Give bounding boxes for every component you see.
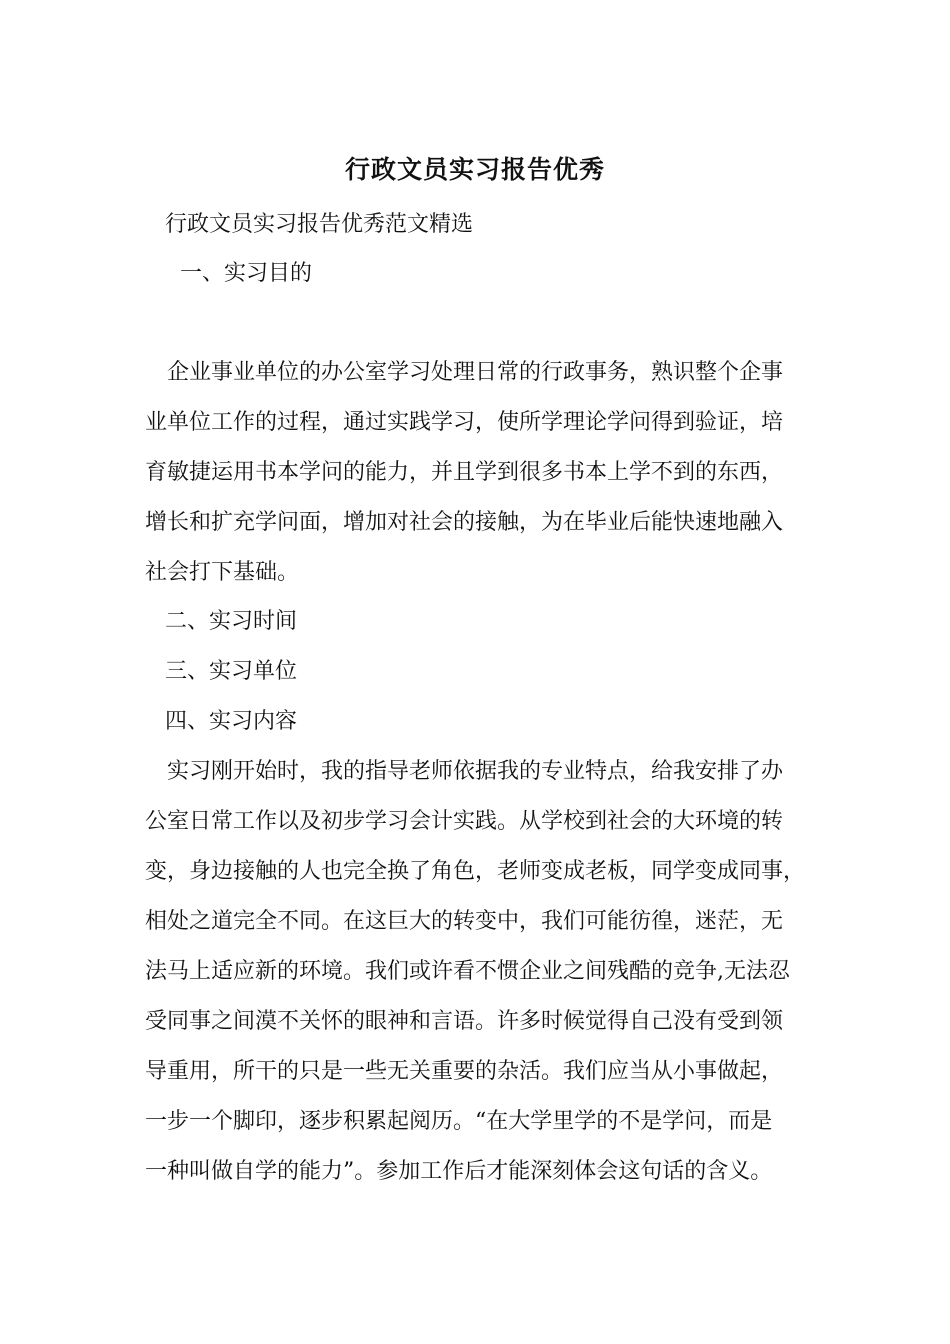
paragraph-line: 一种叫做自学的能力”。参加工作后才能深刻体会这句话的含义。 [145,1159,773,1184]
section-heading-purpose: 一、实习目的 [180,261,313,286]
paragraph-line: 社会打下基础。 [145,560,300,585]
section-heading-unit: 三、实习单位 [165,659,298,684]
paragraph-line: 增长和扩充学问面，增加对社会的接触，为在毕业后能快速地融入 [145,510,784,535]
paragraph-line: 相处之道完全不同。在这巨大的转变中，我们可能彷徨，迷茫，无 [145,909,784,934]
paragraph-line: 导重用，所干的只是一些无关重要的杂活。我们应当从小事做起， [145,1059,784,1084]
paragraph-line: 实习刚开始时，我的指导老师依据我的专业特点，给我安排了办 [167,759,784,784]
paragraph-line: 业单位工作的过程，通过实践学习，使所学理论学问得到验证，培 [145,410,784,435]
paragraph-line: 变，身边接触的人也完全换了角色，老师变成老板，同学变成同事， [145,859,806,884]
document-subtitle: 行政文员实习报告优秀范文精选 [165,212,474,237]
paragraph-line: 育敏捷运用书本学问的能力，并且学到很多书本上学不到的东西， [145,460,784,485]
paragraph-line: 受同事之间漠不关怀的眼神和言语。许多时候觉得自己没有受到领 [145,1009,784,1034]
section-heading-content: 四、实习内容 [165,709,298,734]
paragraph-line: 企业事业单位的办公室学习处理日常的行政事务，熟识整个企事 [167,360,784,385]
paragraph-line: 一步一个脚印，逐步积累起阅历。“在大学里学的不是学问，而是 [145,1109,773,1134]
paragraph-line: 公室日常工作以及初步学习会计实践。从学校到社会的大环境的转 [145,809,784,834]
document-title: 行政文员实习报告优秀 [344,155,605,184]
section-heading-time: 二、实习时间 [165,609,298,634]
paragraph-line: 法马上适应新的环境。我们或许看不惯企业之间残酷的竞争,无法忍 [145,959,790,984]
